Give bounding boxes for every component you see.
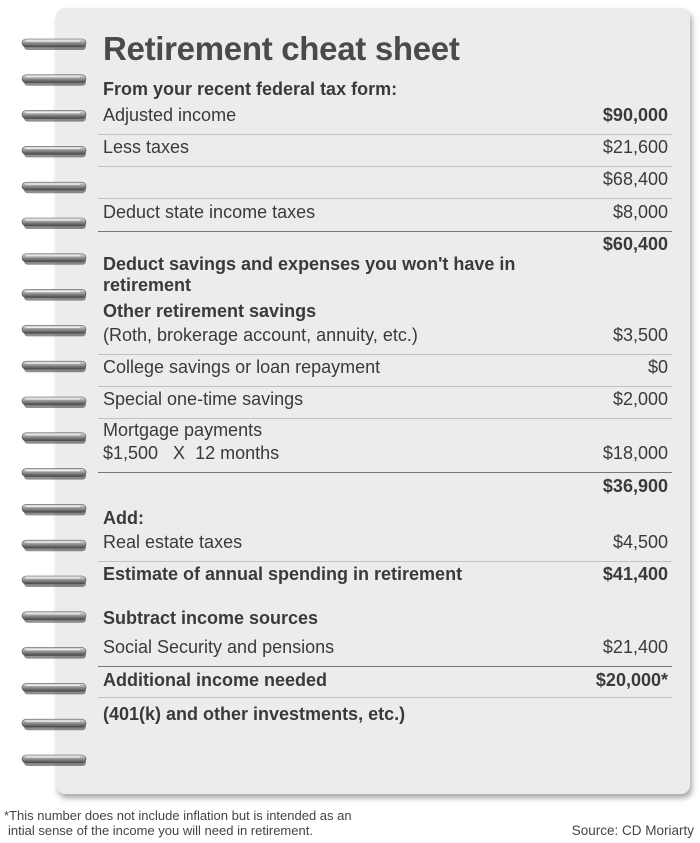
row-label: College savings or loan repayment [103, 357, 381, 377]
row-label: Mortgage payments [103, 420, 263, 440]
row-additional-income [98, 667, 672, 698]
row-subtotal-3 [98, 473, 672, 503]
section-label: Subtract income sources [103, 608, 319, 628]
row-one-time [98, 386, 672, 419]
row-less-taxes [98, 134, 672, 167]
row-label: Social Security and pensions [103, 637, 335, 657]
section-from-tax-form [98, 78, 672, 102]
row-value: $2,000 [612, 389, 668, 409]
binding-ring [22, 540, 86, 551]
row-label: (Roth, brokerage account, annuity, etc.) [103, 325, 418, 345]
row-additional-note [98, 700, 672, 730]
row-value: $41,400 [602, 564, 668, 584]
row-label: Special one-time savings [103, 389, 304, 409]
binding-ring [22, 361, 86, 372]
row-value: $0 [647, 357, 668, 377]
row-value: $90,000 [602, 105, 668, 125]
row-other-savings [98, 324, 672, 355]
row-detail: $1,500 X 12 months [103, 443, 280, 463]
footnote [4, 808, 352, 838]
row-mortgage [98, 418, 672, 473]
spiral-binding [0, 0, 90, 800]
row-value: $4,500 [612, 532, 668, 552]
row-value: $68,400 [602, 169, 668, 189]
binding-ring [22, 75, 86, 86]
row-note: (401(k) and other investments, etc.) [103, 704, 406, 724]
page-title: Retirement cheat sheet [103, 30, 460, 67]
row-real-estate [98, 530, 672, 562]
row-label: Estimate of annual spending in retirement [103, 564, 463, 584]
binding-ring [22, 290, 86, 301]
row-adjusted-income [98, 102, 672, 135]
footnote-line-1: *This number does not include inflation but is intended as an [4, 808, 352, 823]
binding-ring [22, 648, 86, 659]
binding-ring [22, 111, 86, 122]
row-value: $3,500 [612, 325, 668, 345]
binding-ring [22, 146, 86, 157]
binding-ring [22, 39, 86, 50]
binding-ring [22, 469, 86, 480]
row-value: $36,900 [602, 476, 668, 496]
binding-ring [22, 254, 86, 265]
row-annual-spending [98, 561, 672, 593]
row-value: $8,000 [612, 202, 668, 222]
section-label: Deduct savings and expenses you won't have in retirement [103, 254, 516, 295]
binding-ring [22, 218, 86, 229]
row-social-security [98, 633, 672, 667]
row-college [98, 354, 672, 387]
row-label: Deduct state income taxes [103, 202, 316, 222]
row-state-taxes [98, 198, 672, 232]
binding-ring [22, 325, 86, 336]
row-value: $21,600 [602, 137, 668, 157]
row-value: $18,000 [602, 443, 668, 463]
row-title: Other retirement savings [103, 301, 317, 321]
binding-ring [22, 504, 86, 515]
row-label: Less taxes [103, 137, 190, 157]
binding-ring [22, 182, 86, 193]
binding-ring [22, 683, 86, 694]
row-value: $20,000* [595, 670, 668, 690]
row-label: Adjusted income [103, 105, 237, 125]
row-subtotal-1 [98, 166, 672, 199]
row-other-savings-title [98, 298, 672, 324]
row-value: $21,400 [602, 637, 668, 657]
binding-ring [22, 576, 86, 587]
section-add [98, 505, 672, 531]
section-label: Add: [103, 508, 144, 528]
row-value: $60,400 [602, 234, 668, 254]
binding-ring [22, 612, 86, 623]
source-credit: Source: CD Moriarty [571, 823, 694, 838]
row-label: Real estate taxes [103, 532, 243, 552]
section-subtract-income [98, 605, 672, 633]
section-deduct-savings [98, 254, 518, 298]
binding-ring [22, 755, 86, 766]
binding-ring [22, 433, 86, 444]
binding-ring [22, 397, 86, 408]
section-label: From your recent federal tax form: [103, 79, 398, 99]
footnote-line-2: intial sense of the income you will need in retirement. [8, 823, 313, 838]
row-label: Additional income needed [103, 670, 328, 690]
binding-ring [22, 719, 86, 730]
